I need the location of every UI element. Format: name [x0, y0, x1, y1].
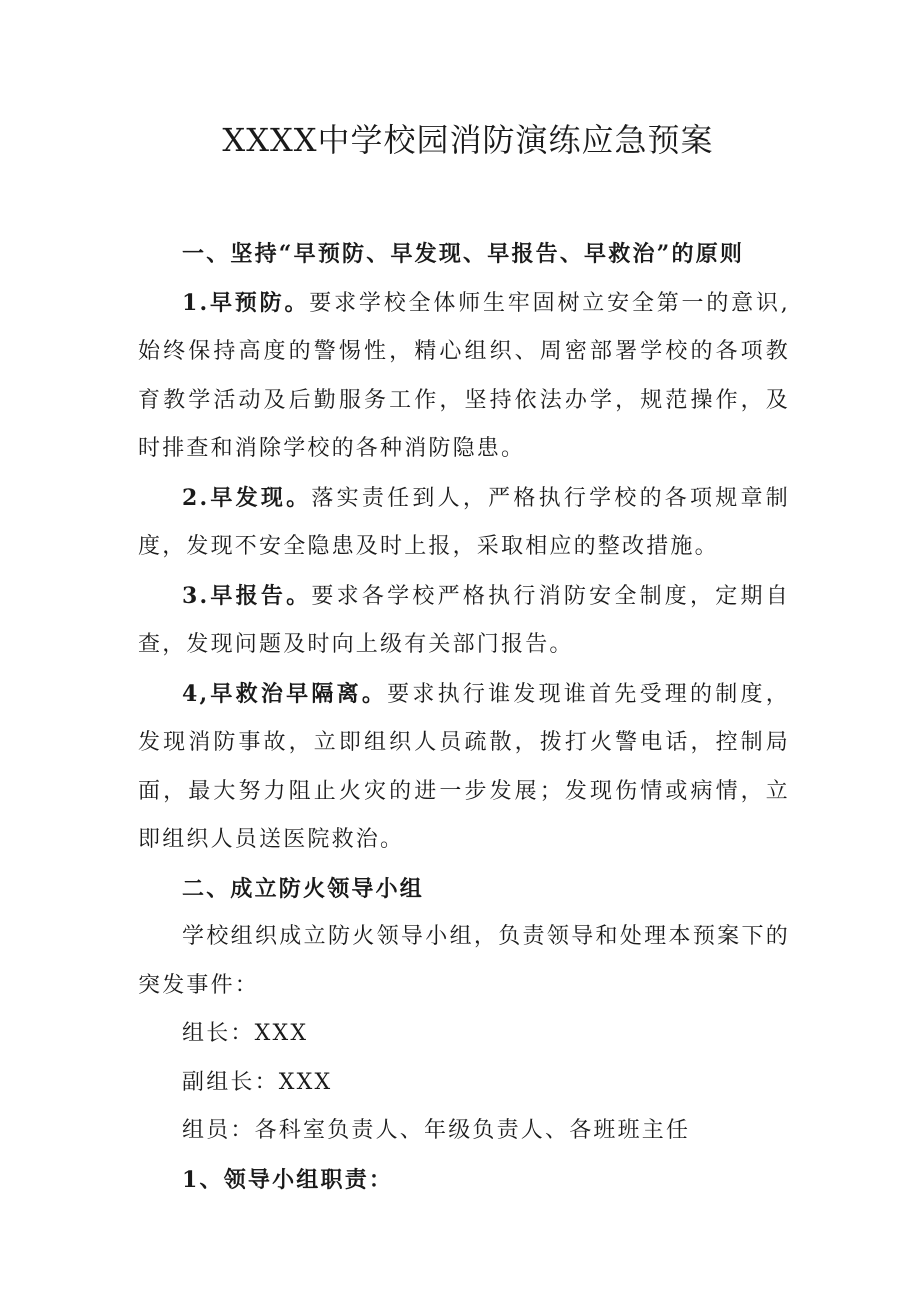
subsection-heading: 1、领导小组职责： — [182, 1166, 394, 1193]
paragraph-text: 要求各学校严格执行消防安全制度，定期自查，发现问题及时向上级有关部门报告。 — [138, 583, 790, 657]
paragraph-intro: 学校组织成立防火领导小组，负责领导和处理本预案下的突发事件： — [138, 924, 790, 998]
paragraph-text: 要求执行谁发现谁首先受理的制度，发现消防事故，立即组织人员疏散，拨打火警电话，控制局面，最大努力阻止火灾的进一步发展；发现伤情或病情，立即组织人员送医院救治。 — [138, 681, 790, 852]
paragraph-members: 组员：各科室负责人、年级负责人、各班班主任 — [182, 1118, 691, 1143]
paragraph-deputy: 副组长：XXX — [182, 1069, 333, 1095]
paragraph-text: 落实责任到人，严格执行学校的各项规章制度，发现不安全隐患及时上报，采取相应的整改措施。 — [138, 485, 790, 559]
document-body — [138, 230, 790, 1204]
paragraph-label: 2.早发现。 — [182, 484, 312, 511]
paragraph-label: 1.早预防。 — [182, 289, 310, 316]
section-heading: 二、成立防火领导小组 — [182, 875, 425, 902]
paragraph-leader: 组长：XXX — [182, 1021, 309, 1046]
paragraph-early-report — [138, 572, 790, 670]
document-title: XXXX中学校园消防演练应急预案 — [222, 121, 714, 159]
paragraph-early-prevention — [138, 279, 790, 474]
section-heading: 一、坚持“早预防、早发现、早报告、早救治”的原则 — [182, 241, 745, 267]
paragraph-text: 要求学校全体师生牢固树立安全第一的意识,始终保持高度的警惕性，精心组织、周密部署学校的各项教育教学活动及后勤服务工作，坚持依法办学，规范操作，及时排查和消除学校的各种消防隐患。 — [138, 290, 790, 461]
paragraph-early-treatment — [138, 670, 790, 865]
paragraph-early-detection — [138, 474, 790, 572]
paragraph-label: 4,早救治早隔离。 — [182, 680, 388, 707]
paragraph-label: 3.早报告。 — [182, 582, 312, 609]
